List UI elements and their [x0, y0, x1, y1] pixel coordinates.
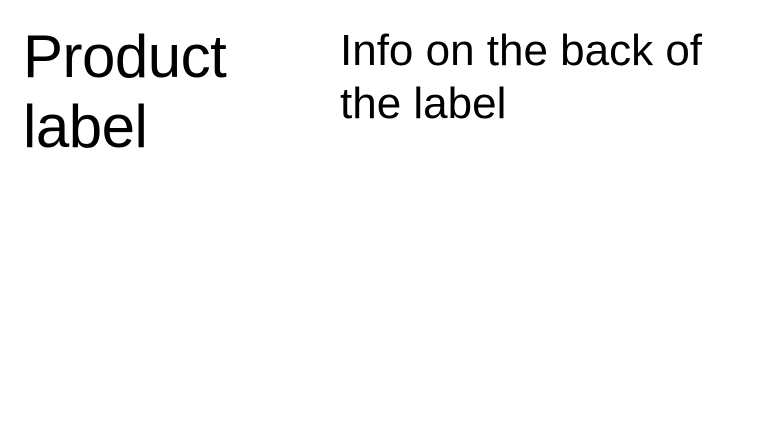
product-label-title: Product label	[23, 23, 227, 160]
back-of-label-info: Info on the back of the label	[340, 26, 703, 128]
